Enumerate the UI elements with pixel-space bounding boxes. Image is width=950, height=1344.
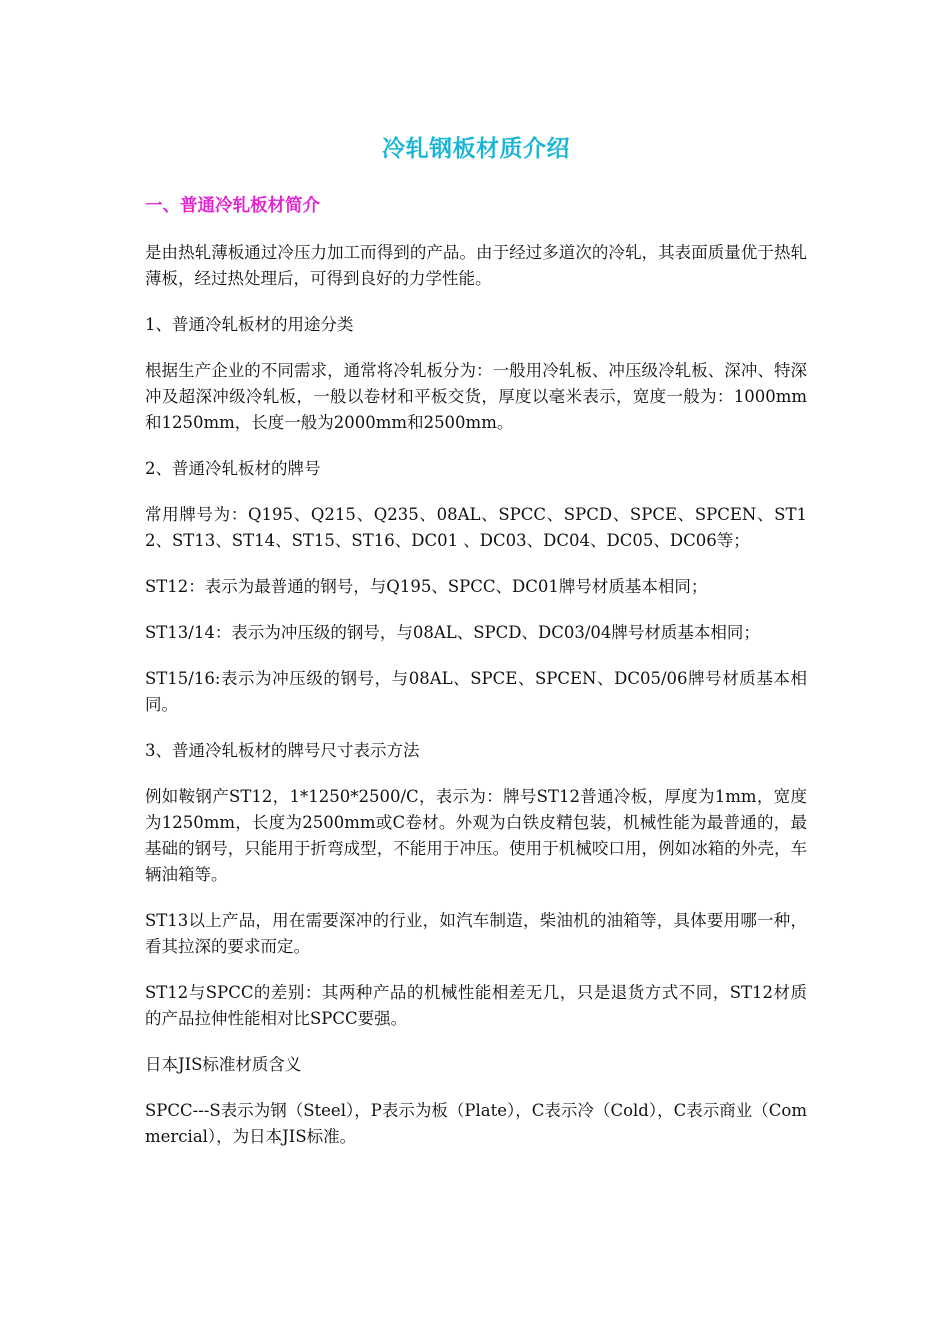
usage-classification-paragraph: 根据生产企业的不同需求，通常将冷轧板分为：一般用冷轧板、冲压级冷轧板、深冲、特深冲及超深冲级冷轧板，一般以卷材和平板交货，厚度以毫米表示，宽度一般为：1000mm和1250mm，长度一般为2000mm和2500mm。	[145, 361, 807, 432]
subheading-usage-classification: 1、普通冷轧板材的用途分类	[145, 315, 354, 334]
document-body	[145, 132, 807, 1150]
common-grades-paragraph: 常用牌号为：Q195、Q215、Q235、08AL、SPCC、SPCD、SPCE、SPCEN、ST12、ST13、ST14、ST15、ST16、DC01 、DC03、DC04、DC05、DC06等；	[145, 505, 807, 550]
spcc-meaning-paragraph: SPCC---S表示为钢（Steel），P表示为板（Plate），C表示冷（Cold），C表示商业（Commercial），为日本JIS标准。	[145, 1101, 807, 1146]
st12-paragraph: ST12：表示为最普通的钢号，与Q195、SPCC、DC01牌号材质基本相同；	[145, 577, 708, 596]
st12-vs-spcc-paragraph: ST12与SPCC的差别：其两种产品的机械性能相差无几，只是退货方式不同，ST12材质的产品拉伸性能相对比SPCC要强。	[145, 983, 807, 1028]
st15-16-paragraph: ST15/16:表示为冲压级的钢号，与08AL、SPCE、SPCEN、DC05/06牌号材质基本相同。	[145, 669, 807, 714]
subheading-jis-meaning: 日本JIS标准材质含义	[145, 1055, 302, 1074]
intro-paragraph: 是由热轧薄板通过冷压力加工而得到的产品。由于经过多道次的冷轧，其表面质量优于热轧薄板，经过热处理后，可得到良好的力学性能。	[145, 243, 807, 288]
size-notation-example-paragraph: 例如鞍钢产ST12，1*1250*2500/C，表示为：牌号ST12普通冷板，厚度为1mm，宽度为1250mm，长度为2500mm或C卷材。外观为白铁皮精包装，机械性能为最普通的，最基础的钢号，只能用于折弯成型，不能用于冲压。使用于机械咬口用，例如冰箱的外壳，车辆油箱等。	[145, 787, 807, 884]
subheading-grades: 2、普通冷轧板材的牌号	[145, 459, 321, 478]
document-title: 冷轧钢板材质介绍	[382, 135, 570, 162]
section-heading: 一、普通冷轧板材简介	[145, 196, 320, 216]
subheading-size-notation: 3、普通冷轧板材的牌号尺寸表示方法	[145, 741, 420, 760]
st13-14-paragraph: ST13/14：表示为冲压级的钢号，与08AL、SPCD、DC03/04牌号材质基本相同；	[145, 623, 760, 642]
st13-above-paragraph: ST13以上产品，用在需要深冲的行业，如汽车制造，柴油机的油箱等，具体要用哪一种，看其拉深的要求而定。	[145, 911, 807, 956]
